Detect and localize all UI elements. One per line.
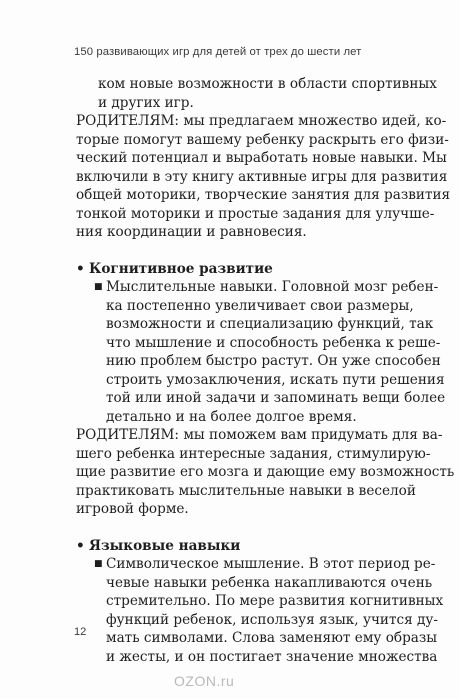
text-line: практиковать мыслительные навыки в веселой [76,482,416,499]
text-line: ■ Мыслительные навыки. Головной мозг ребен- [94,279,439,295]
page-number: 12 [74,626,87,638]
text-line: включили в эту книгу активные игры для развития [76,168,448,185]
text-line: и других игр. [98,94,194,111]
text-line: и жесты, и он постигает значение множества [106,648,438,665]
bullet-dot-icon: • [76,537,85,554]
text-line: мать символами. Слова заменяют ему образы [106,630,438,646]
running-head: 150 развивающих игр для детей от трех до шести лет [74,46,362,58]
text-line: ■ Символическое мышление. В этот период ре- [94,556,436,572]
continuation-paragraph [76,75,437,112]
text-line: нию проблем быстро растут. Он уже способен [106,353,441,369]
watermark: OZON.ru [174,673,235,689]
text-line: чевые навыки ребенка накапливаются очень [106,574,433,591]
bullet-dot-icon: • [76,260,85,277]
section-language [76,537,444,667]
section-cognitive [76,260,446,427]
parents-note-physical [76,112,451,242]
text-line: ка постепенно увеличивает свои размеры, [106,297,414,314]
section-title: Когнитивное развитие [89,260,273,277]
text-line: щие развитие его мозга и дающие ему возможность [76,464,455,480]
parents-note-cognitive [76,426,455,519]
text-line: ния координации и равновесия. [76,224,307,240]
text-line: РОДИТЕЛЯМ: мы поможем вам придумать для ва- [76,427,443,443]
text-line: ческий потенциал и выработать новые навыки. Мы [76,150,447,166]
text-line: той или иной задачи и запоминать вещи более [106,390,446,406]
text-line: РОДИТЕЛЯМ: мы предлагаем множество идей, ко- [76,113,447,129]
text-line: стремительно. По мере развития когнитивных [106,593,444,609]
text-line: что мышление и способность ребенка к реше- [106,334,441,351]
square-bullet-icon: ■ [94,282,103,292]
page-body [76,75,455,666]
text-line: строить умозаключения, искать пути решения [106,371,445,388]
text-line: шего ребенка интересные задания, стимулирую- [76,445,431,462]
text-line: функций ребенок, используя язык, учится ду- [106,611,438,628]
square-bullet-icon: ■ [94,559,103,569]
section-heading [76,260,400,279]
text-line: возможности и специализацию функций, так [106,316,434,332]
text-line: ком новые возможности в области спортивных [98,76,437,92]
text-line: игровой форме. [76,501,189,517]
text-line: тонкой моторики и простые задания для улучше- [76,205,435,222]
text-line: торые помогут вашему ребенку раскрыть его физи- [76,131,449,148]
text-line: детально и на более долгое время. [106,408,357,425]
text-line: общей моторики, творческие занятия для развития [76,187,451,203]
section-heading [76,537,400,556]
section-title: Языковые навыки [89,537,241,554]
